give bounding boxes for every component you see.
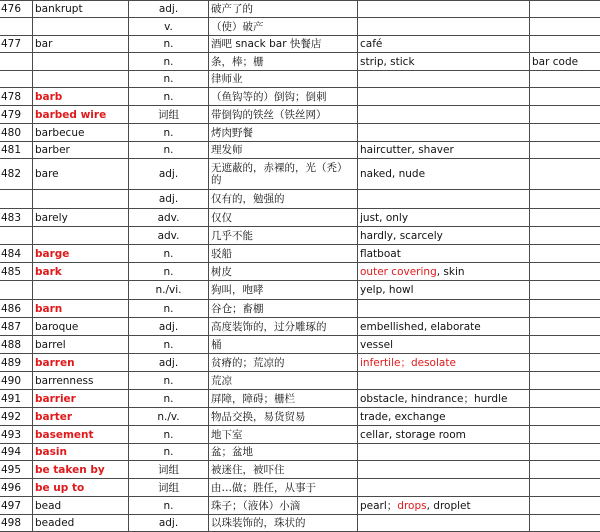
vocabulary-table-body xyxy=(0,1,600,532)
entry-word: barber xyxy=(33,142,129,159)
part-of-speech: adv. xyxy=(129,227,209,245)
related-term xyxy=(530,142,600,159)
entry-number xyxy=(0,281,33,300)
table-row xyxy=(0,300,600,318)
synonym-text: trade, exchange xyxy=(360,411,446,423)
synonym-text: hardly, scarcely xyxy=(360,230,443,242)
entry-word: barrier xyxy=(33,390,129,408)
related-term xyxy=(530,372,600,390)
entry-number: 498 xyxy=(0,515,33,532)
synonym-text: embellished, elaborate xyxy=(360,321,481,333)
part-of-speech: n. xyxy=(129,300,209,318)
entry-word: bark xyxy=(33,263,129,281)
part-of-speech: n./vi. xyxy=(129,281,209,300)
table-row xyxy=(0,245,600,263)
table-row xyxy=(0,497,600,515)
related-term xyxy=(530,336,600,354)
chinese-meaning: 屏障，障碍；栅栏 xyxy=(209,390,358,408)
entry-word: baroque xyxy=(33,318,129,336)
chinese-meaning: 狗叫，咆哮 xyxy=(209,281,358,300)
related-term xyxy=(530,159,600,190)
related-term xyxy=(530,300,600,318)
table-row xyxy=(0,71,600,88)
synonym-text: café xyxy=(360,38,382,50)
part-of-speech: adj. xyxy=(129,318,209,336)
chinese-meaning: 地下室 xyxy=(209,426,358,444)
entry-word: beaded xyxy=(33,515,129,532)
entry-number xyxy=(0,71,33,88)
entry-word xyxy=(33,71,129,88)
synonyms xyxy=(358,461,530,479)
chinese-meaning: 带倒钩的铁丝（铁丝网） xyxy=(209,106,358,124)
part-of-speech: adj. xyxy=(129,190,209,209)
entry-number: 482 xyxy=(0,159,33,190)
synonym-text: just, only xyxy=(360,212,408,224)
part-of-speech: n. xyxy=(129,88,209,106)
synonyms xyxy=(358,209,530,227)
synonyms xyxy=(358,18,530,36)
part-of-speech: 词组 xyxy=(129,461,209,479)
synonyms xyxy=(358,227,530,245)
synonym-text: naked, nude xyxy=(360,168,425,180)
related-term xyxy=(530,426,600,444)
entry-word: barbed wire xyxy=(33,106,129,124)
related-term xyxy=(530,106,600,124)
chinese-meaning: 条，棒；栅 xyxy=(209,53,358,71)
table-row xyxy=(0,1,600,18)
synonyms xyxy=(358,336,530,354)
related-term xyxy=(530,515,600,532)
table-row xyxy=(0,263,600,281)
entry-number xyxy=(0,53,33,71)
part-of-speech: n. xyxy=(129,71,209,88)
table-row xyxy=(0,336,600,354)
chinese-meaning: 酒吧 snack bar 快餐店 xyxy=(209,36,358,53)
part-of-speech: n. xyxy=(129,426,209,444)
entry-word xyxy=(33,190,129,209)
entry-word: barb xyxy=(33,88,129,106)
chinese-meaning: 破产了的 xyxy=(209,1,358,18)
synonyms xyxy=(358,159,530,190)
synonym-text: , skin xyxy=(437,266,465,278)
entry-word: basement xyxy=(33,426,129,444)
table-row xyxy=(0,227,600,245)
entry-word: barter xyxy=(33,408,129,426)
synonyms xyxy=(358,71,530,88)
synonyms xyxy=(358,190,530,209)
chinese-meaning: 律师业 xyxy=(209,71,358,88)
part-of-speech: n. xyxy=(129,497,209,515)
table-row xyxy=(0,408,600,426)
entry-number xyxy=(0,227,33,245)
part-of-speech: n./v. xyxy=(129,408,209,426)
related-term xyxy=(530,390,600,408)
table-row xyxy=(0,444,600,461)
chinese-meaning: 珠子；（液体）小滴 xyxy=(209,497,358,515)
synonym-text: cellar, storage room xyxy=(360,429,466,441)
related-term xyxy=(530,227,600,245)
chinese-meaning: 仅仅 xyxy=(209,209,358,227)
chinese-meaning: 桶 xyxy=(209,336,358,354)
chinese-meaning: 理发师 xyxy=(209,142,358,159)
related-term xyxy=(530,18,600,36)
entry-word: bar xyxy=(33,36,129,53)
entry-number: 480 xyxy=(0,124,33,142)
synonym-text: outer covering xyxy=(360,266,437,278)
synonym-text: haircutter, shaver xyxy=(360,144,454,156)
synonyms xyxy=(358,497,530,515)
synonyms xyxy=(358,444,530,461)
entry-number: 497 xyxy=(0,497,33,515)
synonym-text: obstacle, hindrance；hurdle xyxy=(360,393,507,405)
related-term xyxy=(530,354,600,372)
related-term xyxy=(530,318,600,336)
part-of-speech: 词组 xyxy=(129,106,209,124)
synonym-text: yelp, howl xyxy=(360,284,414,296)
entry-number: 481 xyxy=(0,142,33,159)
table-row xyxy=(0,515,600,532)
related-term xyxy=(530,479,600,497)
synonyms xyxy=(358,479,530,497)
chinese-meaning: （使）破产 xyxy=(209,18,358,36)
related-term xyxy=(530,88,600,106)
entry-word: barbecue xyxy=(33,124,129,142)
chinese-meaning: 贫瘠的；荒凉的 xyxy=(209,354,358,372)
part-of-speech: n. xyxy=(129,142,209,159)
synonyms xyxy=(358,53,530,71)
entry-word xyxy=(33,281,129,300)
related-term xyxy=(530,461,600,479)
chinese-meaning: 物品交换，易货贸易 xyxy=(209,408,358,426)
synonym-text: pearl； xyxy=(360,500,397,512)
synonyms xyxy=(358,88,530,106)
entry-word: bankrupt xyxy=(33,1,129,18)
table-row xyxy=(0,209,600,227)
synonym-text: vessel xyxy=(360,339,393,351)
part-of-speech: n. xyxy=(129,124,209,142)
synonyms xyxy=(358,1,530,18)
synonyms xyxy=(358,106,530,124)
table-row xyxy=(0,106,600,124)
table-row xyxy=(0,479,600,497)
chinese-meaning: 仅有的，勉强的 xyxy=(209,190,358,209)
chinese-meaning: 被迷住，被吓住 xyxy=(209,461,358,479)
table-row xyxy=(0,372,600,390)
related-term: bar code xyxy=(530,53,600,71)
table-row xyxy=(0,426,600,444)
part-of-speech: adj. xyxy=(129,515,209,532)
entry-number xyxy=(0,190,33,209)
synonyms xyxy=(358,408,530,426)
chinese-meaning: 荒凉 xyxy=(209,372,358,390)
synonyms xyxy=(358,245,530,263)
synonyms xyxy=(358,318,530,336)
entry-word xyxy=(33,18,129,36)
synonyms xyxy=(358,515,530,532)
synonyms xyxy=(358,36,530,53)
synonyms xyxy=(358,124,530,142)
related-term xyxy=(530,408,600,426)
entry-number: 477 xyxy=(0,36,33,53)
table-row xyxy=(0,159,600,190)
part-of-speech: n. xyxy=(129,444,209,461)
chinese-meaning: 树皮 xyxy=(209,263,358,281)
chinese-meaning: 烤肉野餐 xyxy=(209,124,358,142)
part-of-speech: adv. xyxy=(129,209,209,227)
related-term xyxy=(530,124,600,142)
synonyms xyxy=(358,426,530,444)
related-term xyxy=(530,1,600,18)
related-term xyxy=(530,36,600,53)
synonym-text: strip, stick xyxy=(360,56,415,68)
part-of-speech: v. xyxy=(129,18,209,36)
part-of-speech: adj. xyxy=(129,354,209,372)
table-row xyxy=(0,53,600,71)
synonym-text: drops xyxy=(397,500,426,512)
part-of-speech: n. xyxy=(129,53,209,71)
entry-number: 478 xyxy=(0,88,33,106)
entry-number: 476 xyxy=(0,1,33,18)
part-of-speech: adj. xyxy=(129,1,209,18)
entry-word: barge xyxy=(33,245,129,263)
entry-number: 495 xyxy=(0,461,33,479)
part-of-speech: n. xyxy=(129,390,209,408)
table-row xyxy=(0,88,600,106)
synonyms xyxy=(358,142,530,159)
chinese-meaning: 无遮蔽的，赤裸的，光（秃）的 xyxy=(209,159,358,190)
table-row xyxy=(0,190,600,209)
table-row xyxy=(0,18,600,36)
synonyms xyxy=(358,390,530,408)
entry-word: barren xyxy=(33,354,129,372)
chinese-meaning: 盆；盆地 xyxy=(209,444,358,461)
part-of-speech: 词组 xyxy=(129,479,209,497)
entry-word: barely xyxy=(33,209,129,227)
entry-number: 489 xyxy=(0,354,33,372)
related-term xyxy=(530,281,600,300)
related-term xyxy=(530,190,600,209)
table-row xyxy=(0,354,600,372)
related-term xyxy=(530,245,600,263)
table-row xyxy=(0,390,600,408)
table-row xyxy=(0,36,600,53)
entry-word: basin xyxy=(33,444,129,461)
entry-number: 493 xyxy=(0,426,33,444)
part-of-speech: n. xyxy=(129,372,209,390)
part-of-speech: n. xyxy=(129,36,209,53)
entry-word: be up to xyxy=(33,479,129,497)
entry-word: barn xyxy=(33,300,129,318)
chinese-meaning: （鱼钩等的）倒钩；倒刺 xyxy=(209,88,358,106)
entry-word: barrel xyxy=(33,336,129,354)
entry-word: be taken by xyxy=(33,461,129,479)
related-term xyxy=(530,71,600,88)
part-of-speech: adj. xyxy=(129,159,209,190)
chinese-meaning: 谷仓；畜棚 xyxy=(209,300,358,318)
synonyms xyxy=(358,354,530,372)
entry-number: 483 xyxy=(0,209,33,227)
entry-number: 494 xyxy=(0,444,33,461)
entry-number: 485 xyxy=(0,263,33,281)
chinese-meaning: 以珠装饰的，珠状的 xyxy=(209,515,358,532)
synonym-text: flatboat xyxy=(360,248,401,260)
part-of-speech: n. xyxy=(129,336,209,354)
table-row xyxy=(0,318,600,336)
entry-number xyxy=(0,18,33,36)
synonym-text: infertile；desolate xyxy=(360,357,456,369)
table-row xyxy=(0,461,600,479)
related-term xyxy=(530,209,600,227)
entry-number: 492 xyxy=(0,408,33,426)
entry-word: barrenness xyxy=(33,372,129,390)
related-term xyxy=(530,263,600,281)
entry-number: 488 xyxy=(0,336,33,354)
table-row xyxy=(0,124,600,142)
entry-word: bead xyxy=(33,497,129,515)
related-term xyxy=(530,497,600,515)
synonyms xyxy=(358,300,530,318)
entry-number: 491 xyxy=(0,390,33,408)
table-row xyxy=(0,142,600,159)
entry-number: 484 xyxy=(0,245,33,263)
synonyms xyxy=(358,372,530,390)
chinese-meaning: 驳船 xyxy=(209,245,358,263)
part-of-speech: n. xyxy=(129,263,209,281)
synonyms xyxy=(358,263,530,281)
related-term xyxy=(530,444,600,461)
entry-number: 496 xyxy=(0,479,33,497)
entry-number: 487 xyxy=(0,318,33,336)
synonyms xyxy=(358,281,530,300)
entry-word xyxy=(33,53,129,71)
table-row xyxy=(0,281,600,300)
entry-number: 490 xyxy=(0,372,33,390)
synonym-text: , droplet xyxy=(427,500,471,512)
chinese-meaning: 由…做；胜任，从事于 xyxy=(209,479,358,497)
part-of-speech: n. xyxy=(129,245,209,263)
entry-number: 486 xyxy=(0,300,33,318)
entry-word xyxy=(33,227,129,245)
entry-word: bare xyxy=(33,159,129,190)
entry-number: 479 xyxy=(0,106,33,124)
chinese-meaning: 几乎不能 xyxy=(209,227,358,245)
chinese-meaning: 高度装饰的，过分雕琢的 xyxy=(209,318,358,336)
